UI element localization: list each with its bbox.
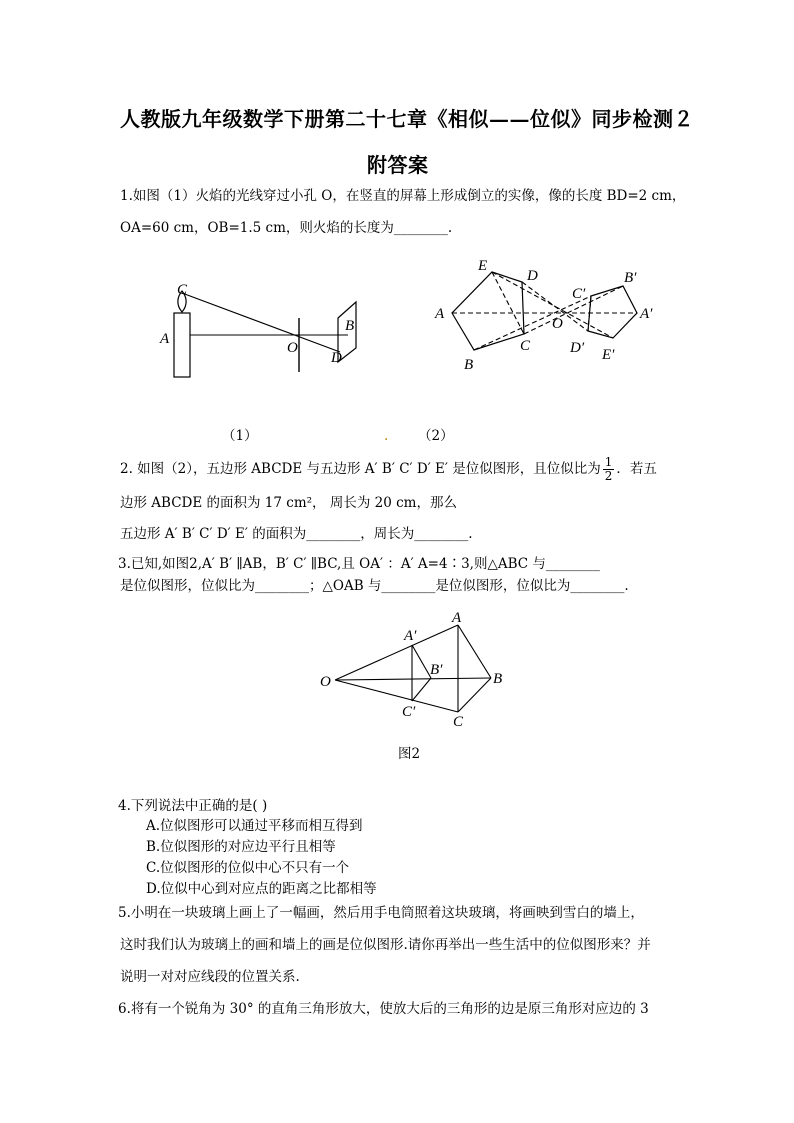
fig3-caption: 图2 [398,746,421,762]
q2-fraction [603,456,615,483]
fig3-label-B: B [493,671,503,687]
fig2-label-C-prime: C′ [572,286,586,302]
q5-line3: 说明一对对应线段的位置关系. [120,969,300,985]
fig2-label-D-prime: D′ [570,340,585,356]
fig2-label-E: E [478,258,488,274]
q1-line2: OA=60 cm，OB=1.5 cm，则火焰的长度为________. [120,220,453,236]
q2-line2: 边形 ABCDE 的面积为 17 cm²， 周长为 20 cm，那么 [120,495,457,511]
q3-line2: 是位似图形，位似比为________；△OAB 与________是位似图形，位似比为________. [120,578,629,594]
q4-option-d: D.位似中心到对应点的距离之比都相等 [146,881,377,897]
q4-option-c: C.位似图形的位似中心不只有一个 [146,860,350,876]
fig1-caption: （1） [222,428,258,444]
ray-line [182,293,340,352]
fig2-dot: . [384,428,389,444]
fig1-label-A: A [160,331,170,347]
fig2-caption: （2） [418,428,454,444]
fig2-label-C: C [520,338,531,354]
fig3-label-B-prime: B′ [430,662,443,678]
q1-line1: 1.如图（1）火焰的光线穿过小孔 O，在竖直的屏幕上形成倒立的实像，像的长度 BD=2 cm， [120,188,686,204]
fig3-label-A-prime: A′ [404,628,417,644]
figure-2-pentagons [430,252,666,374]
fig1-label-C: C [177,282,188,298]
fig1-label-D: D [331,350,342,366]
fig3-label-O: O [320,674,331,690]
candle-body [174,313,190,377]
q2-frac-num: 1 [604,455,613,469]
q2-line3: 五边形 A′ B′ C′ D′ E′ 的面积为________，周长为________. [120,526,473,542]
q2-line1-post: ．若五 [616,461,657,477]
fig2-label-O: O [552,316,563,332]
figure-1-pinhole [150,270,390,380]
q2-line1-pre: 2. 如图（2），五边形 ABCDE 与五边形 A′ B′ C′ D′ E′ 是位似图形，且位似比为 [120,461,601,477]
q3-line1: 3.已知,如图2,A′ B′ ∥AB，B′ C′ ∥BC,且 OA′ ：A′ A=4∶3,则△ABC 与________ [118,556,600,572]
fig3-label-C: C [453,714,464,730]
q4-option-a: A.位似图形可以通过平移而相互得到 [146,818,363,834]
pentagon-prime [588,286,637,338]
page-title-line1: 人教版九年级数学下册第二十七章《相似——位似》同步检测２ [120,107,694,131]
page-title-line2: 附答案 [367,153,429,177]
q4-stem: 4.下列说法中正确的是( ) [118,798,268,814]
q6-line1: 6.将有一个锐角为 30° 的直角三角形放大，使放大后的三角形的边是原三角形对应边的 3 [118,1001,649,1017]
fig2-label-B: B [464,357,474,373]
fig1-label-O: O [287,340,298,356]
q4-option-b: B.位似图形的对应边平行且相等 [146,839,336,855]
fig1-label-B: B [345,318,355,334]
q5-line2: 这时我们认为玻璃上的画和墙上的画是位似图形.请你再举出一些生活中的位似图形来？并 [120,937,651,953]
fig2-label-A: A [435,306,445,322]
figure-3-homothety [316,606,516,736]
fig3-label-C-prime: C′ [402,704,416,720]
fig2-label-D: D [527,268,538,284]
fig3-label-A: A [452,610,462,626]
q2-line1 [120,456,657,483]
fig2-label-A-prime: A′ [640,306,653,322]
fig2-label-B-prime: B′ [624,270,637,286]
q5-line1: 5.小明在一块玻璃上画上了一幅画，然后用手电筒照着这块玻璃，将画映到雪白的墙上， [118,905,644,921]
q2-frac-den: 2 [604,469,613,483]
fig2-label-E-prime: E′ [602,347,615,363]
